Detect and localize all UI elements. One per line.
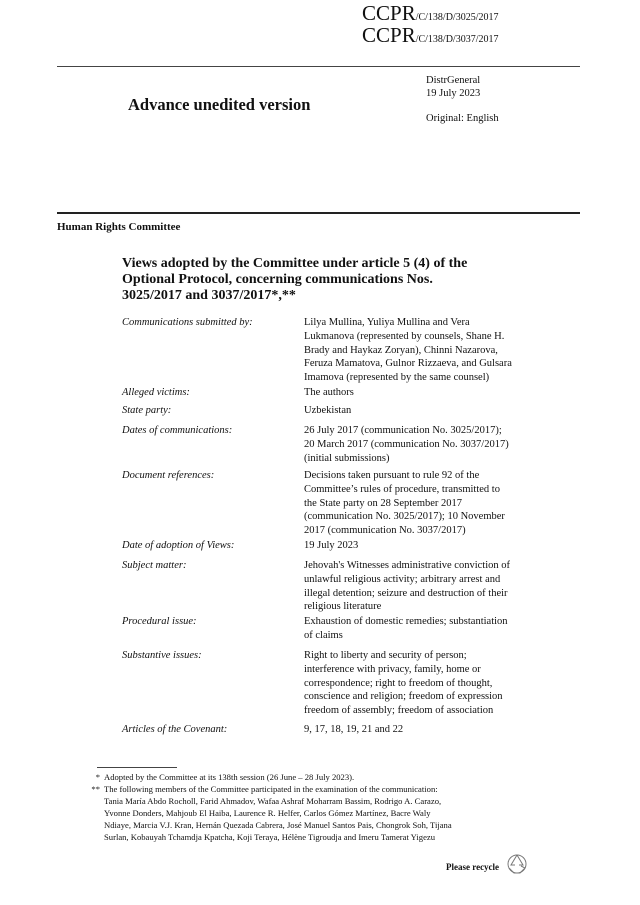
row-label: Dates of communications: — [122, 425, 233, 436]
row-value: 26 July 2017 (communication No. 3025/2017); 20 March 2017 (communication No. 3037/2017) (initial submissions) — [304, 425, 509, 464]
footnote: ** The following members of the Committee participated in the examination of the communication: Tania María Abdo Rocholl, Farid Ahmadov, Wafaa Ashraf Moharram Bassim, Rodrigo A. Carazo, Yvonne Donders, Mahjoub El Haiba, Laurence R. Helfer, Carlos Gómez Martínez, Bacre Waly Ndiaye, Marcia V.J. Kran, Hernán Quezada Cabrera, José Manuel Santos Pais, Chongrok Soh, Tijana Surlan, Kobauyah Tchamdja Kpatcha, Koji Teraya, Hélène Tigroudja and Imeru Tamerat Yigezu — [80, 783, 560, 843]
footnote-rule — [97, 767, 177, 768]
row-value: Decisions taken pursuant to rule 92 of the Committee’s rules of procedure, transmitted to the State party on 28 September 2017 (communication No. 3025/2017); 10 November 2017 (communication No. 3037/2017) — [304, 470, 505, 537]
recycle-label: Please recycle — [446, 862, 500, 872]
row-value: Jehovah's Witnesses administrative conviction of unlawful religious activity; arbitrary arrest and illegal detention; seizure and destruction of their religious literature — [304, 560, 510, 613]
header-rule — [57, 66, 580, 67]
row-label: Document references: — [122, 470, 215, 481]
row-label: Communications submitted by: — [122, 317, 253, 328]
row-value: 9, 17, 18, 19, 21 and 22 — [304, 724, 404, 735]
original-language: Original: English — [426, 113, 499, 124]
row-value: 19 July 2023 — [304, 540, 359, 551]
row-label: Date of adoption of Views: — [122, 540, 235, 551]
row-label: Articles of the Covenant: — [122, 724, 228, 735]
committee-name: Human Rights Committee — [57, 221, 181, 233]
document-symbol-2: CCPR/C/138/D/3037/2017 — [362, 23, 499, 47]
row-label: State party: — [122, 405, 172, 416]
document-title: Views adopted by the Committee under article 5 (4) of the Optional Protocol, concerning communications Nos. 3025/2017 and 3037/2017*,** — [122, 256, 468, 303]
footnote-mark: ** — [91, 784, 100, 794]
document-symbol-1: CCPR/C/138/D/3025/2017 — [362, 1, 499, 25]
row-label: Substantive issues: — [122, 650, 202, 661]
document-date: 19 July 2023 — [426, 88, 481, 99]
row-label: Subject matter: — [122, 560, 187, 571]
footnote-mark: * — [95, 772, 100, 782]
row-value: The authors — [304, 387, 354, 398]
footnotes — [80, 771, 560, 843]
row-label: Procedural issue: — [122, 616, 197, 627]
footnote: * Adopted by the Committee at its 138th session (26 June – 28 July 2023). — [80, 771, 560, 783]
recycle-icon — [506, 853, 528, 875]
row-value: Right to liberty and security of person; interference with privacy, family, home or correspondence; right to freedom of thought, conscience and religion; freedom of expression freedom of assembly; freedom of association — [304, 650, 503, 717]
version-label: Advance unedited version — [128, 95, 311, 114]
row-value: Exhaustion of domestic remedies; substantiation of claims — [304, 616, 508, 641]
distribution: DistrGeneral — [426, 75, 481, 86]
section-rule — [57, 212, 580, 214]
row-value: Uzbekistan — [304, 405, 352, 416]
row-value: Lilya Mullina, Yuliya Mullina and Vera Lukmanova (represented by counsels, Shane H. Brady and Haykaz Zoryan), Chinni Nazarova, Feruza Mamatova, Gulnor Rizzaeva, and Gulsara Imamova (represented by the same counsel) — [304, 317, 512, 384]
row-label: Alleged victims: — [122, 387, 190, 398]
